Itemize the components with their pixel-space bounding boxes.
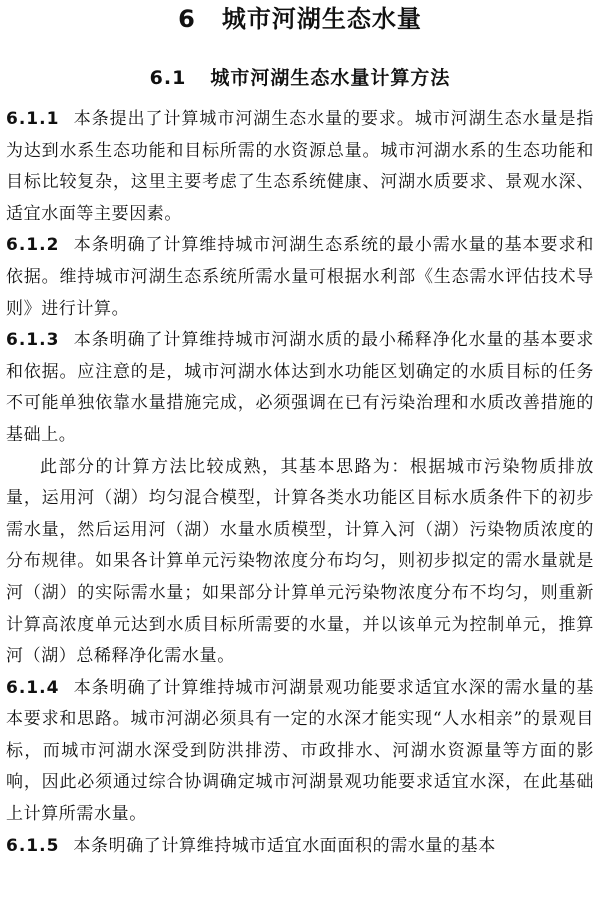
- paragraph-6-1-2: [6, 230, 594, 325]
- paragraph-6-1-3: [6, 325, 594, 451]
- clause-number: 6.1.3: [6, 330, 60, 351]
- paragraph-text: 本条明确了计算维持城市适宜水面面积的需水量的基本: [73, 835, 496, 856]
- paragraph-text: 本条提出了计算城市河湖生态水量的要求。城市河湖生态水量是指为达到水系生态功能和目标所需的水资源总量。城市河湖水系的生态功能和目标比较复杂，这里主要考虑了生态系统健康、河湖水质要求、景观水深、适宜水面等主要因素。: [6, 109, 594, 224]
- clause-number: 6.1.4: [6, 677, 60, 698]
- paragraph-6-1-5: [6, 831, 594, 863]
- section-title-text: 城市河湖生态水量计算方法: [210, 67, 451, 89]
- paragraph-6-1-1: [6, 104, 594, 230]
- chapter-title-text: 城市河湖生态水量: [221, 5, 422, 33]
- document-page: [6, 0, 594, 862]
- paragraph-method-description: [6, 452, 594, 673]
- paragraph-text: 本条明确了计算维持城市河湖生态系统的最小需水量的基本要求和依据。维持城市河湖生态系统所需水量可根据水利部《生态需水评估技术导则》进行计算。: [6, 235, 594, 319]
- clause-number: 6.1.1: [6, 109, 60, 129]
- paragraph-text: 本条明确了计算维持城市河湖景观功能要求适宜水深的需水量的基本要求和思路。城市河湖必须具有一定的水深才能实现“人水相亲”的景观目标，而城市河湖水深受到防洪排涝、市政排水、河湖水资源量等方面的影响，因此必须通过综合协调确定城市河湖景观功能要求适宜水深，在此基础上计算所需水量。: [6, 677, 594, 825]
- chapter-title: [6, 4, 594, 34]
- chapter-number: 6: [178, 5, 196, 33]
- paragraph-text: 本条明确了计算维持城市河湖水质的最小稀释净化水量的基本要求和依据。应注意的是，城市河湖水体达到水功能区划确定的水质目标的任务不可能单独依靠水量措施完成，必须强调在已有污染治理和水质改善措施的基础上。: [6, 330, 594, 445]
- paragraph-6-1-4: [6, 673, 594, 831]
- section-number: 6.1: [149, 67, 187, 89]
- clause-number: 6.1.2: [6, 235, 60, 256]
- section-title: [6, 66, 594, 90]
- clause-number: 6.1.5: [6, 835, 60, 856]
- paragraph-text: 此部分的计算方法比较成熟，其基本思路为：根据城市污染物质排放量，运用河（湖）均匀混合模型，计算各类水功能区目标水质条件下的初步需水量，然后运用河（湖）水量水质模型，计算入河（湖）污染物质浓度的分布规律。如果各计算单元污染物浓度分布均匀，则初步拟定的需水量就是河（湖）的实际需水量；如果部分计算单元污染物浓度分布不均匀，则重新计算高浓度单元达到水质目标所需要的水量，并以该单元为控制单元，推算河（湖）总稀释净化需水量。: [6, 456, 594, 667]
